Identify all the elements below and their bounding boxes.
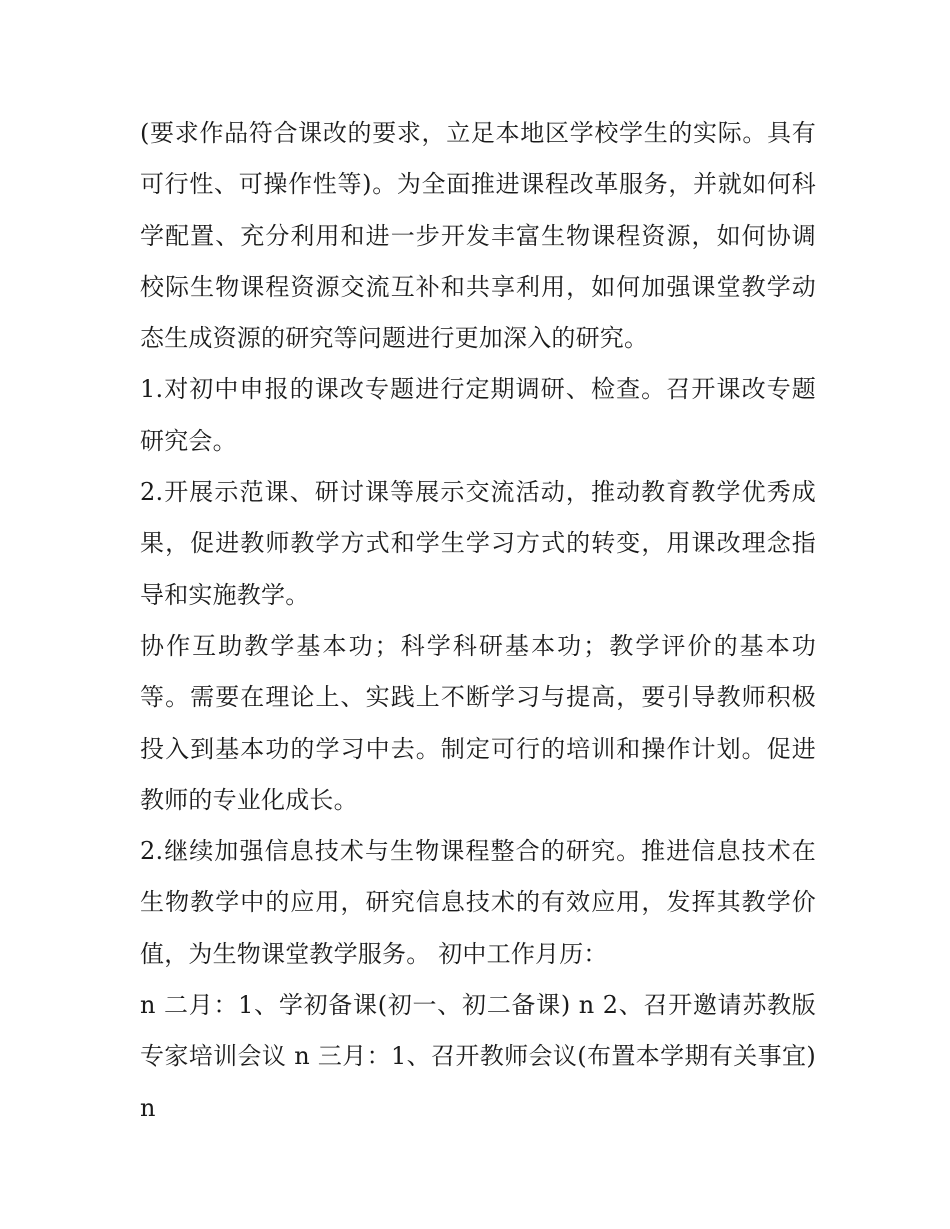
paragraph-item-1-research: 1.对初中申报的课改专题进行定期调研、检查。召开课改专题研究会。	[140, 375, 816, 455]
paragraph-work-calendar: n 二月：1、学初备课(初一、初二备课) n 2、召开邀请苏教版专家培训会议 n 三月：1、召开教师会议(布置本学期有关事宜) n	[140, 991, 816, 1122]
document-body	[140, 108, 816, 1134]
paragraph-requirements: (要求作品符合课改的要求，立足本地区学校学生的实际。具有可行性、可操作性等)。为全面推进课程改革服务，并就如何科学配置、充分利用和进一步开发丰富生物课程资源，如何协调校际生物课程资源交流互补和共享利用，如何加强课堂教学动态生成资源的研究等问题进行更加深入的研究。	[140, 119, 816, 353]
paragraph-basic-skills: 协作互助教学基本功；科学科研基本功；教学评价的基本功等。需要在理论上、实践上不断学习与提高，要引导教师积极投入到基本功的学习中去。制定可行的培训和操作计划。促进教师的专业化成长。	[140, 631, 816, 814]
paragraph-item-2-demonstration: 2.开展示范课、研讨课等展示交流活动，推动教育教学优秀成果，促进教师教学方式和学生学习方式的转变，用课改理念指导和实施教学。	[140, 478, 816, 609]
paragraph-item-2-it-integration: 2.继续加强信息技术与生物课程整合的研究。推进信息技术在生物教学中的应用，研究信息技术的有效应用，发挥其教学价值，为生物课堂教学服务。 初中工作月历：	[140, 837, 816, 968]
